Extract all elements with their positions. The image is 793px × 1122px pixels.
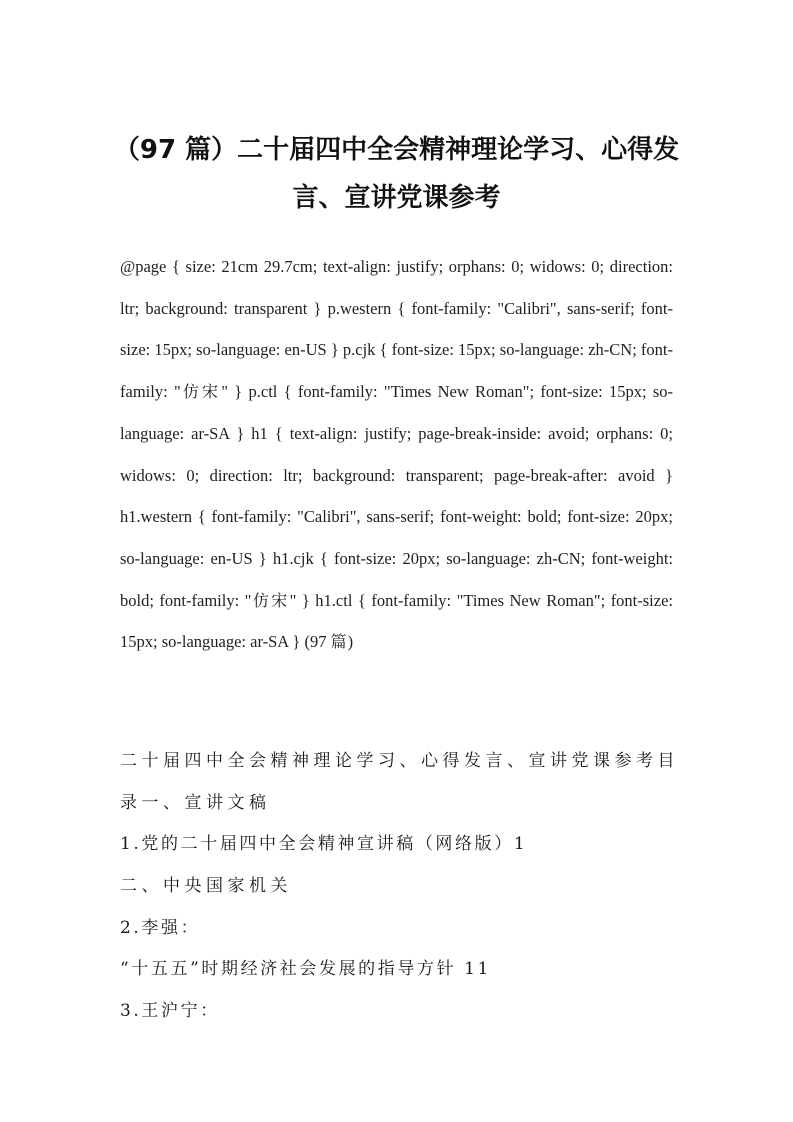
css-text-segment-4: 篇 bbox=[330, 632, 348, 652]
toc-line: 1.党的二十届四中全会精神宣讲稿（网络版）1 bbox=[120, 834, 528, 855]
toc-line: 录一、宣讲文稿 bbox=[120, 792, 271, 813]
toc-line: 二、中央国家机关 bbox=[120, 876, 292, 897]
css-text-segment-1: @page { size: 21cm 29.7cm; text-align: justify; orphans: 0; widows: 0; direction: ltr; background: transparent } p.western { font-family: "Calibri", sans-serif; font-size: 15px; so-language: en-US } p.cjk { font-size: 15px; so-language: zh-CN; font-family: " bbox=[120, 257, 673, 402]
css-text-segment-2: " } p.ctl { font-family: "Times New Roman"; font-size: 15px; so-language: ar-SA } h1 { text-align: justify; page-break-inside: avoid; orphans: 0; widows: 0; direction: ltr; background: transparent; page-break-after: avoid } h1.western { font-family: "Calibri", sans-serif; font-weight: bold; font-size: 20px; so-language: en-US } h1.cjk { font-size: 20px; so-language: zh-CN; font-weight: bold; font-family: " bbox=[120, 382, 674, 610]
toc-line: “十五五”时期经济社会发展的指导方针 11 bbox=[120, 959, 492, 980]
css-text-segment-5: ) bbox=[347, 632, 354, 652]
css-text-segment-3: " } h1.ctl { font-family: "Times New Roman"; font-size: 15px; so-language: ar-SA } (97 bbox=[120, 590, 673, 652]
css-font-name-2: 仿宋 bbox=[251, 590, 290, 610]
css-style-text bbox=[120, 246, 673, 663]
toc-line: 3.王沪宁： bbox=[120, 1001, 220, 1022]
toc-line: 2.李强： bbox=[120, 917, 201, 938]
document-title: （97 篇）二十届四中全会精神理论学习、心得发言、宣讲党课参考 bbox=[113, 135, 680, 213]
css-font-name-1: 仿宋 bbox=[180, 382, 222, 402]
table-of-contents bbox=[120, 741, 679, 1033]
toc-line: 二十届四中全会精神理论学习、心得发言、宣讲党课参考目 bbox=[120, 751, 679, 771]
